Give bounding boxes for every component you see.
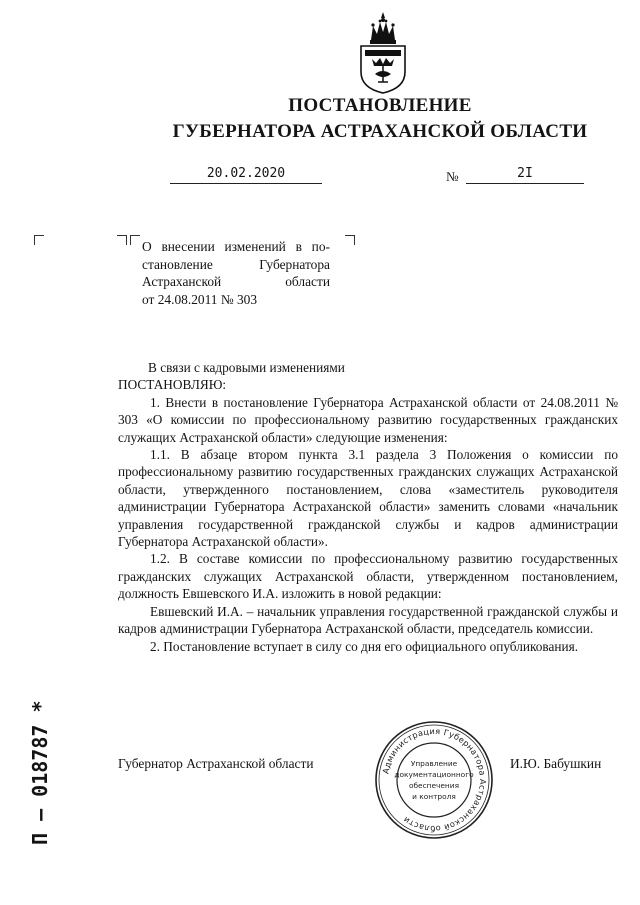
official-seal-stamp [372,718,496,842]
number-sign: № [446,169,459,184]
paragraph-1: 1. Внести в постановление Губернатора Астраханской области от 24.08.2011 № 303 «О комиссии по профессиональному развитию государственных гражданских служащих Астраханской области» следующие изменения: [118,394,618,445]
resolve-heading: ПОСТАНОВЛЯЮ: [118,377,227,393]
coat-of-arms-emblem [358,10,408,94]
signatory-position: Губернатор Астраханской области [118,756,314,771]
seal-inner-line: и контроля [412,792,456,801]
subject-line: Астраханской области [142,274,330,290]
subject-line: О внесении изменений в по- [142,239,330,254]
document-body [118,359,618,655]
paragraph-1-2: 1.2. В составе комиссии по профессиональному развитию государственных гражданских служащих Астраханской области, утвержденном постановлением, должность Евшевского И.А. изложить в новой редакции: [118,551,618,602]
side-serial-stamp [0,650,84,850]
document-issuer: ГУБЕРНАТОРА АСТРАХАНСКОЙ ОБЛАСТИ [172,121,588,142]
subject-line: становление Губернатора [142,256,330,272]
seal-inner-line: Управление [410,759,458,768]
corner-mark-right [345,235,355,245]
subject-line: от 24.08.2011 № 303 [142,291,258,307]
corner-mark-mid-1 [117,235,127,245]
corner-mark-left [34,235,44,245]
document-title: ПОСТАНОВЛЕНИЕ [288,95,472,116]
signatory-name: И.Ю. Бабушкин [510,756,602,771]
seal-inner-line: документационного [394,770,474,779]
corner-mark-mid-2 [130,235,140,245]
seal-inner-line: обеспечения [408,781,460,790]
seal-ring-text: Администрация Губернатора Астраханской области [380,725,489,835]
paragraph-2: 2. Постановление вступает в силу со дня его официального опубликования. [150,638,579,654]
intro-text: В связи с кадровыми изменениями [148,360,345,375]
side-serial-text: П – 018787 * [28,700,52,845]
document-number: 2I [466,166,584,184]
document-date: 20.02.2020 [170,166,322,184]
paragraph-1-2-text: Евшевский И.А. – начальник управления государственной гражданской службы и кадров администрации Губернатора Астраханской области, председатель комиссии. [118,603,618,637]
document-subject [142,238,330,308]
paragraph-1-1: 1.1. В абзаце втором пункта 3.1 раздела 3 Положения о комиссии по профессиональному развитию государственных гражданских служащих Астраханской области, утвержденного постановлением, слова «заместитель руководителя администрации Губернатора Астраханской области» заменить словами «начальник управления государственной гражданской службы и кадров администрации Губернатора Астраханской области». [118,447,618,550]
